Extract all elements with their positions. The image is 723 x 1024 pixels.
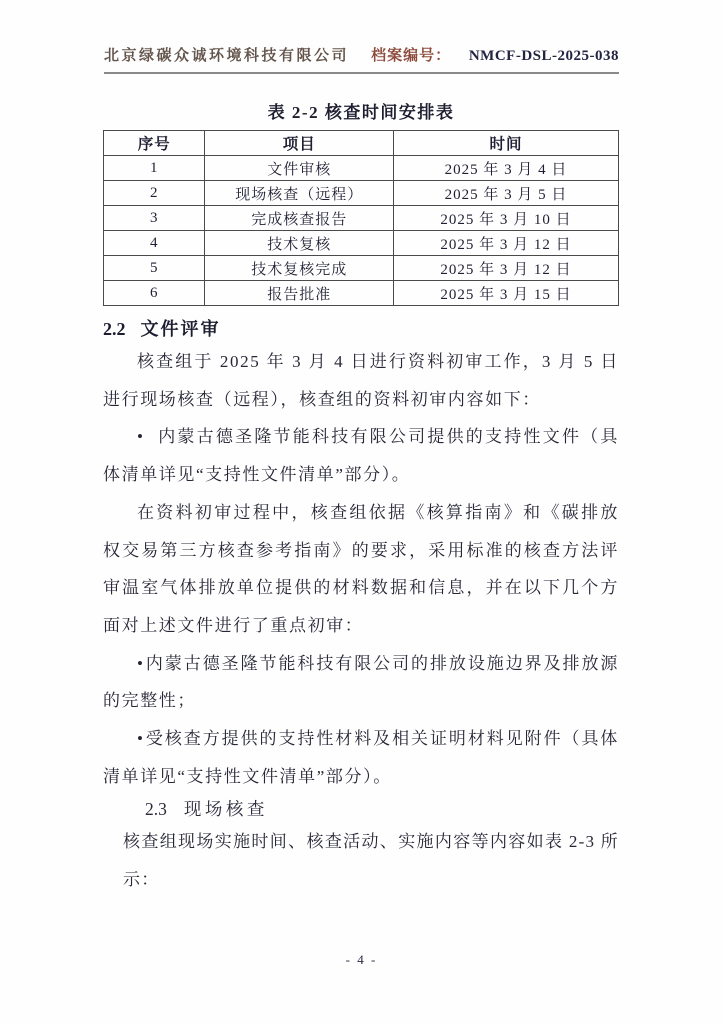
company-name: 北京绿碳众诚环境科技有限公司 — [104, 48, 350, 64]
cell-item: 报告批准 — [205, 281, 393, 306]
cell-index: 6 — [104, 281, 205, 306]
table-row — [104, 206, 619, 231]
table-row — [104, 281, 619, 306]
cell-time: 2025 年 3 月 15 日 — [393, 281, 618, 306]
bullet-item — [103, 645, 619, 720]
archive-number-block — [371, 44, 619, 65]
table-header-row — [104, 131, 619, 156]
cell-item: 文件审核 — [205, 156, 393, 181]
cell-item: 现场核查（远程） — [205, 181, 393, 206]
cell-time: 2025 年 3 月 5 日 — [393, 181, 618, 206]
column-header-index: 序号 — [104, 131, 205, 156]
table-row — [104, 181, 619, 206]
bullet-text: 受核查方提供的支持性材料及相关证明材料见附件（具体清单详见“支持性文件清单”部分）。 — [103, 729, 619, 786]
cell-index: 5 — [104, 256, 205, 281]
section-heading-2-3 — [145, 796, 619, 821]
cell-item: 完成核查报告 — [205, 206, 393, 231]
bullet-icon: • — [137, 427, 145, 447]
paragraph: 核查组于 2025 年 3 月 4 日进行资料初审工作，3 月 5 日进行现场核查（远程），核查组的资料初审内容如下： — [103, 352, 619, 409]
section-number: 2.3 — [145, 799, 167, 820]
schedule-table — [103, 130, 619, 306]
archive-number-label: 档案编号： — [371, 48, 452, 64]
cell-time: 2025 年 3 月 12 日 — [393, 231, 618, 256]
cell-time: 2025 年 3 月 4 日 — [393, 156, 618, 181]
table-row — [104, 256, 619, 281]
bullet-icon: • — [137, 729, 145, 749]
cell-time: 2025 年 3 月 12 日 — [393, 256, 618, 281]
column-header-time: 时间 — [393, 131, 618, 156]
cell-time: 2025 年 3 月 10 日 — [393, 206, 618, 231]
bullet-text: 内蒙古德圣隆节能科技有限公司的排放设施边界及排放源的完整性； — [103, 653, 619, 711]
section-heading-2-2 — [103, 315, 619, 341]
table-row — [104, 231, 619, 256]
section-number: 2.2 — [103, 319, 126, 339]
bullet-item — [103, 418, 619, 493]
archive-number-value: NMCF-DSL-2025-038 — [468, 48, 619, 64]
page-number: - 4 - — [345, 952, 378, 967]
cell-item: 技术复核完成 — [205, 256, 393, 281]
column-header-item: 项目 — [205, 131, 393, 156]
table-row — [104, 156, 619, 181]
section-title: 文件评审 — [140, 319, 221, 339]
page-header — [104, 44, 619, 74]
cell-index: 3 — [104, 206, 205, 231]
cell-index: 4 — [104, 231, 205, 256]
bullet-icon: • — [137, 653, 145, 673]
table-caption: 表 2-2 核查时间安排表 — [267, 103, 455, 122]
cell-index: 1 — [104, 156, 205, 181]
section-title: 现场核查 — [183, 799, 268, 820]
cell-item: 技术复核 — [205, 231, 393, 256]
document-body — [103, 90, 619, 899]
bullet-text: 内蒙古德圣隆节能科技有限公司提供的支持性文件（具体清单详见“支持性文件清单”部分）。 — [103, 427, 619, 485]
bullet-item — [103, 720, 619, 795]
paragraph: 核查组现场实施时间、核查活动、实施内容等内容如表 2-3 所示： — [123, 832, 619, 890]
cell-index: 2 — [104, 181, 205, 206]
paragraph: 在资料初审过程中，核查组依据《核算指南》和《碳排放权交易第三方核查参考指南》的要求，采用标准的核查方法评审温室气体排放单位提供的材料数据和信息，并在以下几个方面对上述文件进行了重点初审： — [103, 502, 619, 635]
